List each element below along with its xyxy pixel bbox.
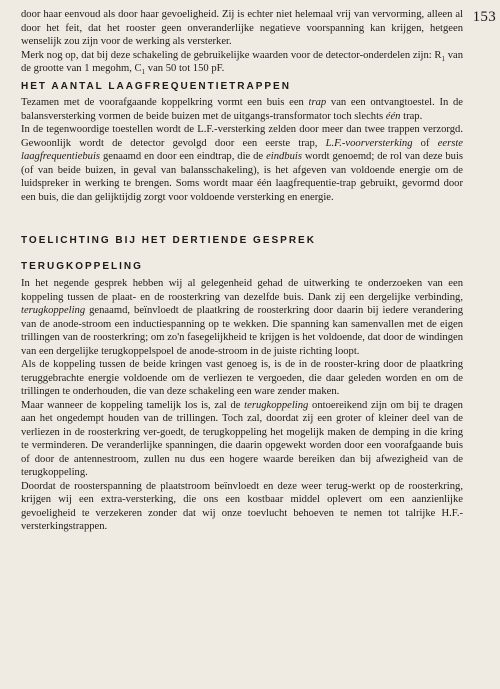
text-run: genaamd, beïnvloedt de plaatkring de roosterkring door daarin bij iedere verandering van de anode-stroom een inductiespanning op te wekken. Die spanning kan samenvallen met de eigen trillingen van de roosterkring; om zo'n fasegelijkheid te krijgen is het voldoende, dat door de windingen van een dergelijke terugkoppelspoel de anode-stroom in de juiste richting loopt.: [21, 305, 463, 357]
section-heading-feedback: TERUGKOPPELING: [21, 260, 143, 272]
subscript: 1: [441, 54, 445, 63]
paragraph-intro: [21, 8, 463, 49]
italic-term: terugkoppeling: [244, 399, 309, 411]
paragraph-extra-gain: [21, 480, 463, 534]
text-run: van een ontvangtoestel. In de balansversterking vormen de beide buizen met de uitgangs-transformator toch slechts: [21, 97, 463, 122]
text-run: wordt genoemd; de rol van deze buis (of van beide buizen, in geval van balansschakeling), is het afgeven van voldoende energie om de luidspreker in werking te brengen. Soms wordt maar één laagfrequentie-trap gebruikt, gevormd door een buis, die dan gelijktijdig zorgt voor voldoende versterking en energie.: [21, 151, 464, 203]
text-run: ontoereikend zijn om bij te dragen aan het ongedempt houden van de trillingen. Toch zal, doordat zij een groter of kleiner deel van de verliezen in de roosterkring ver-goedt, de terugkoppeling het mogelijk maken de demping in die kring te verminderen. De veranderlijke spanningen, die daarin opgewekt worden door een voorafgaande buis of door de antennestroom, zullen nu dus een hogere waarde bereiken dan bij afwezigheid van de terugkoppeling.: [21, 399, 463, 478]
paragraph-loose-coupling: [21, 399, 463, 480]
text-run: Als de koppeling tussen de beide kringen vast genoeg is, is de in de rooster-kring door de plaatkring teruggebrachte energie voldoende om de verliezen te vergoeden, die daar geleden worden en om de trillingen te onderhouden, die van deze schakeling een ware zender maken.: [21, 359, 463, 397]
text-run: door haar eenvoud als door haar gevoeligheid. Zij is echter niet helemaal vrij van vervorming, alleen al door het feit, dat het rooster geen onveranderlijke negatieve voorspanning kan krijgen, hetgeen wenselijk zou zijn voor de werking als versterker.: [21, 9, 463, 47]
paragraph-stage: [21, 96, 463, 123]
text-run: trap.: [400, 110, 423, 122]
subscript: 1: [141, 68, 146, 77]
italic-term: L.F.-voorversterking: [325, 137, 413, 149]
text-run: In de tegenwoordige toestellen wordt de L.F.-versterking zelden door meer dan twee trappen verzorgd. Gewoonlijk wordt de detector gevolgd door een eerste trap,: [21, 124, 463, 149]
text-run: van de grootte van 1 megohm, C: [21, 49, 463, 74]
text-run: van 50 tot 150 pF.: [145, 63, 225, 74]
text-run: Maar wanneer de koppeling tamelijk los is, zal de: [21, 399, 245, 411]
text-run: of: [412, 137, 438, 149]
italic-term: één: [385, 110, 401, 122]
italic-term: terugkoppeling: [21, 305, 86, 316]
section-heading-lf-stages: HET AANTAL LAAGFREQUENTIETRAPPEN: [21, 80, 291, 92]
italic-term: eindbuis: [266, 151, 302, 162]
text-run: In het negende gesprek hebben wij al gelegenheid gehad de uitwerking te onderzoeken van een koppeling tussen de plaat- en de roosterkring van dezelfde buis. Dank zij een dergelijke verbinding,: [21, 278, 463, 303]
paragraph-tight-coupling: [21, 358, 463, 399]
text-run: Tezamen met de voorafgaande koppelkring vormt een buis een: [21, 97, 309, 108]
text-run: genaamd en door een eindtrap, die de: [100, 151, 267, 162]
text-run: Doordat de roosterspanning de plaatstroom beïnvloedt en deze weer terug-werkt op de roosterkring, krijgen wij een extra-versterking, die ons een kostbaar middel oplevert om een aanzienlijke gevoeligheid te verzekeren zonder dat wij onze toevlucht behoeven te nemen tot talrijke H.F.-versterkingstrappen.: [21, 480, 463, 532]
page-number: 153: [472, 9, 496, 25]
paragraph-detector-values: [21, 49, 463, 76]
italic-term: eerste laagfrequentiebuis: [21, 137, 463, 162]
italic-term: trap: [308, 97, 327, 108]
paragraph-modern-sets: [21, 123, 463, 204]
chapter-heading: TOELICHTING BIJ HET DERTIENDE GESPREK: [21, 235, 316, 246]
text-run: Merk nog op, dat bij deze schakeling de gebruikelijke waarden voor de detector-onderdelen zijn: R: [21, 49, 442, 61]
paragraph-feedback-intro: [21, 277, 463, 358]
text-body: [21, 8, 463, 534]
